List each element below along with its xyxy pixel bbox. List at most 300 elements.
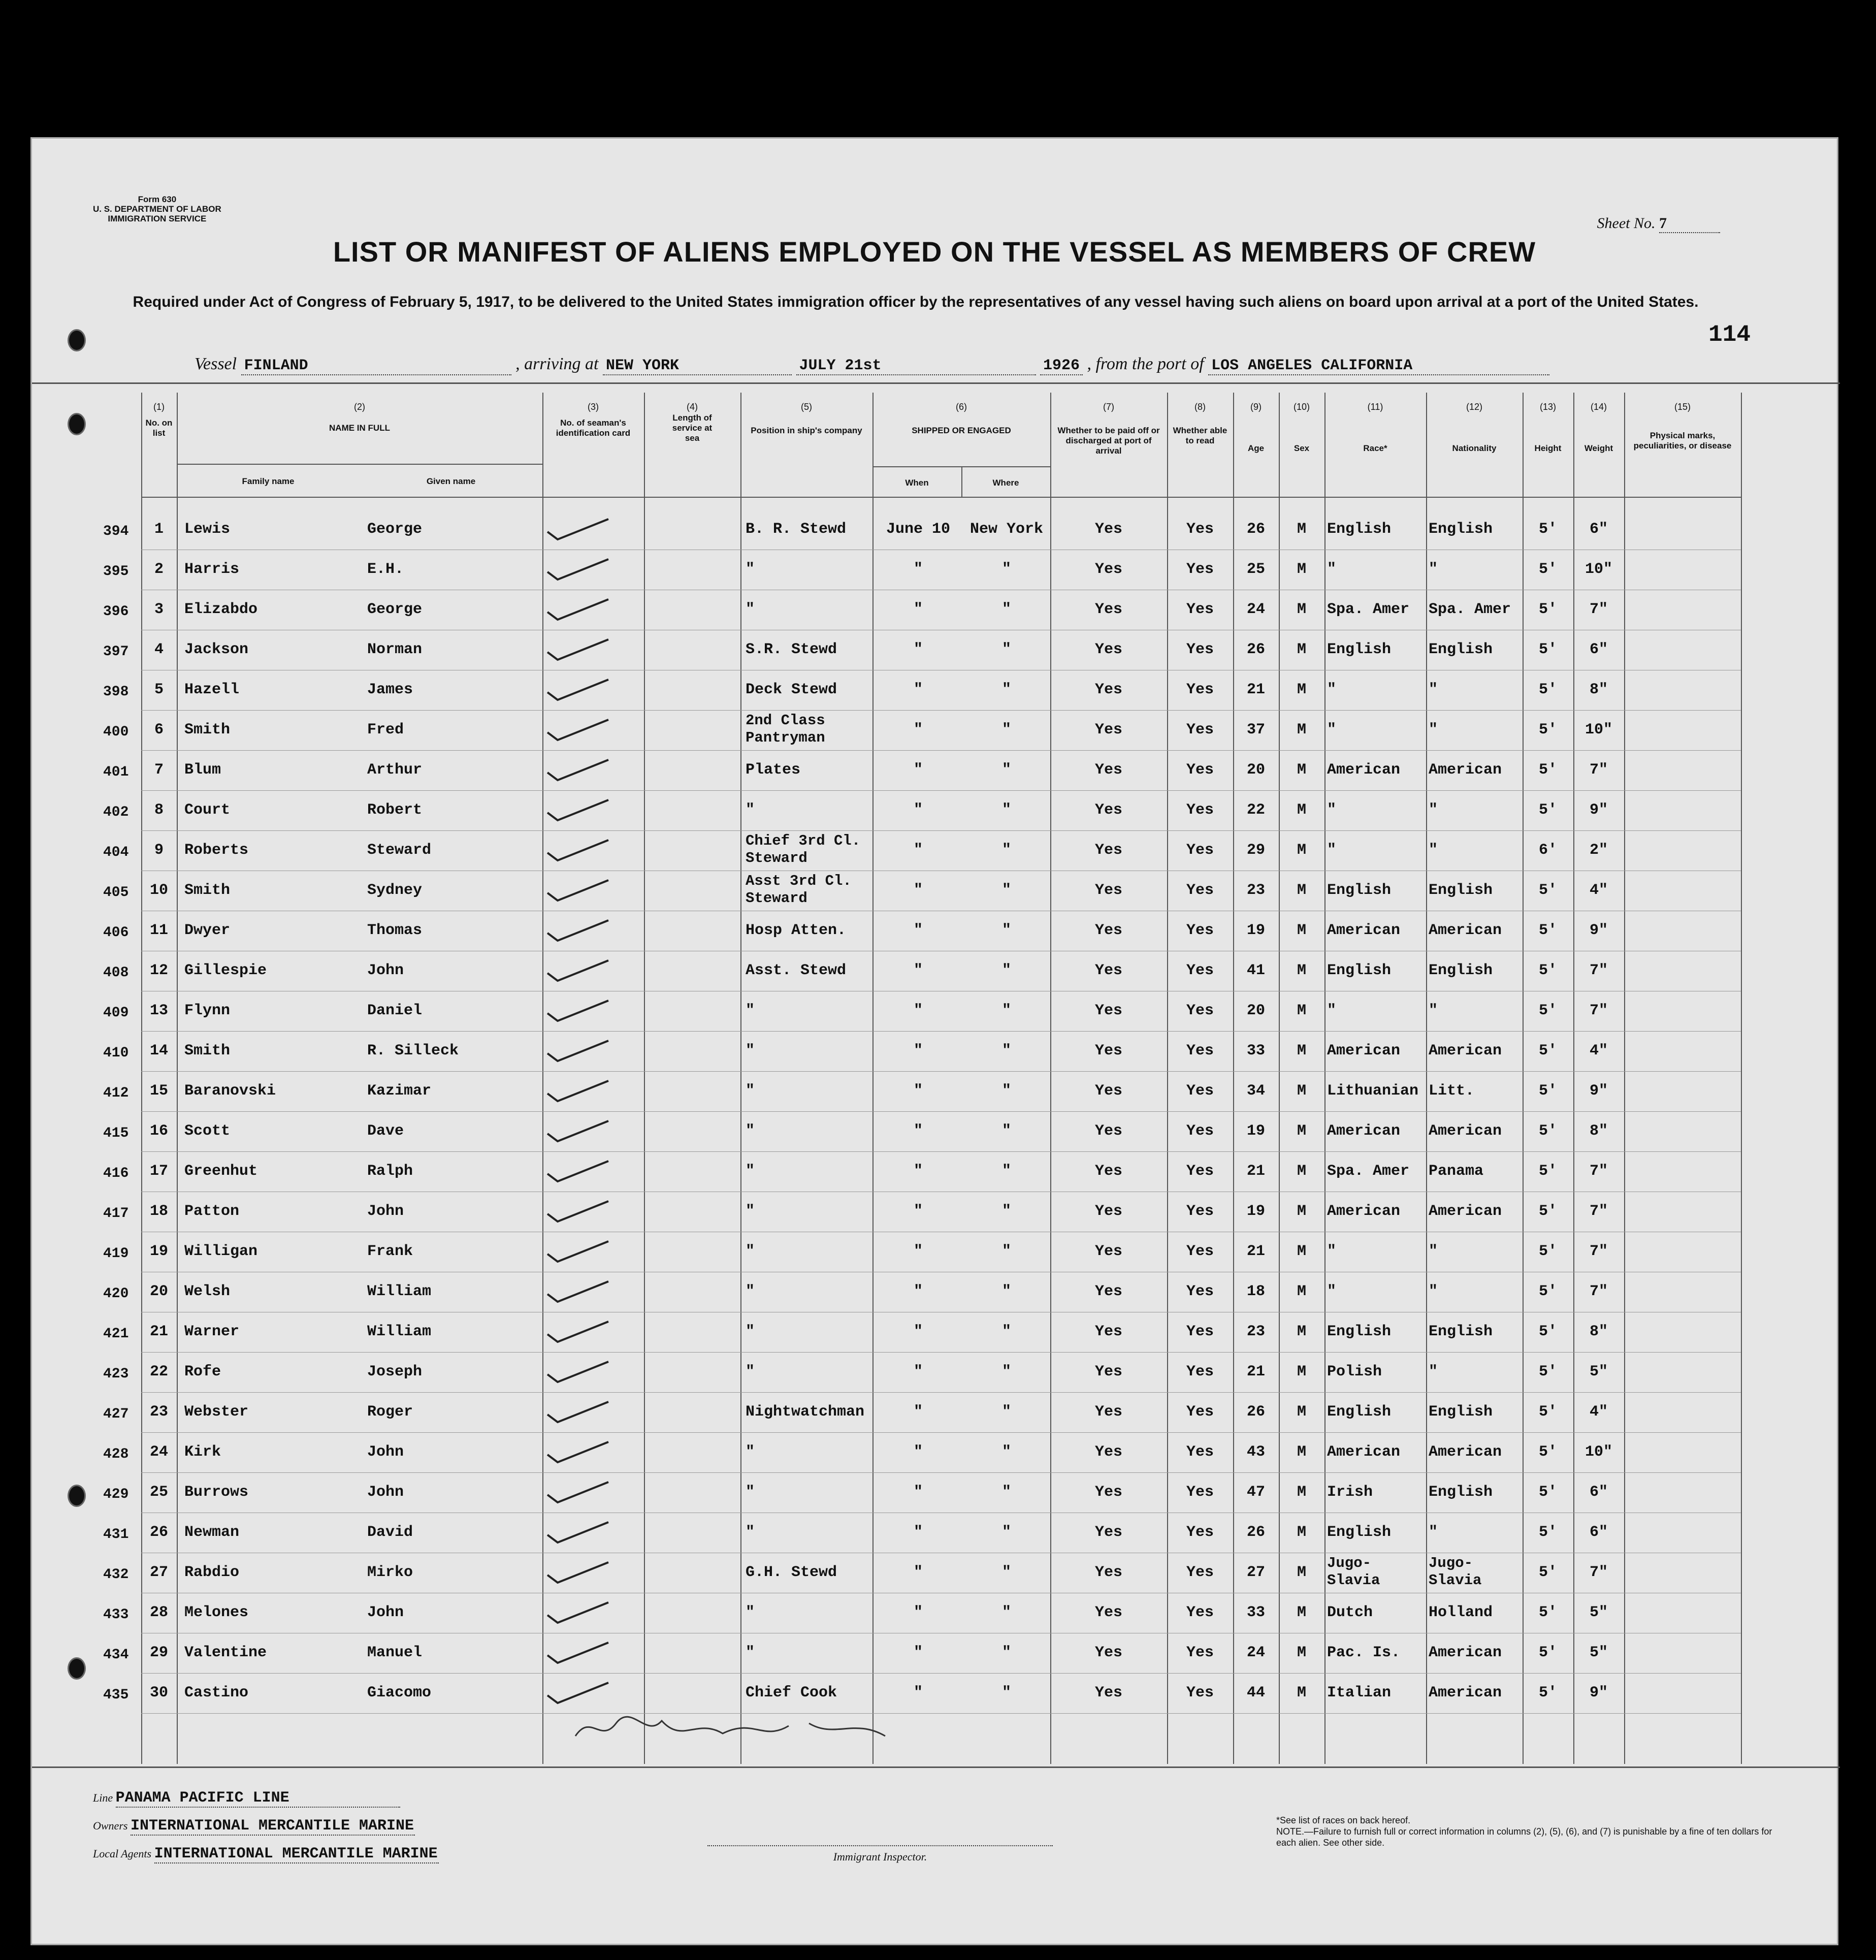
cell-given: Sydney [367, 882, 423, 899]
check-mark-icon [542, 1480, 613, 1505]
cell-race: Polish [1327, 1363, 1382, 1380]
cell-where: " [1001, 1684, 1011, 1701]
cell-nationality: " [1429, 1524, 1438, 1541]
cell-nationality: Litt. [1429, 1082, 1475, 1100]
cell-weight: 7" [1589, 601, 1608, 618]
cell-given: George [367, 601, 423, 618]
cell-family: Webster [184, 1403, 249, 1421]
cell-race: " [1327, 801, 1337, 819]
cell-when: " [913, 801, 923, 819]
col4-number: (4) [687, 402, 698, 412]
cell-sex: M [1297, 641, 1306, 658]
from-port-label: , from the port of [1087, 355, 1204, 373]
cell-read: Yes [1186, 761, 1214, 779]
cell-weight: 5" [1589, 1363, 1608, 1380]
list-sequence-number: 408 [103, 965, 129, 981]
cell-when: " [913, 962, 923, 979]
col2-number: (2) [354, 402, 365, 412]
cell-read: Yes [1186, 1243, 1214, 1260]
cell-family: Kirk [184, 1443, 221, 1461]
table-row [103, 1111, 1741, 1152]
cell-read: Yes [1186, 1524, 1214, 1541]
cell-age: 44 [1246, 1684, 1265, 1701]
cell-given: Arthur [367, 761, 423, 779]
cell-read: Yes [1186, 882, 1214, 899]
cell-where: " [1001, 1604, 1011, 1621]
cell-family: Blum [184, 761, 221, 779]
cell-weight: 6" [1589, 1484, 1608, 1501]
cell-no: 1 [154, 521, 164, 538]
check-mark-icon [542, 1118, 613, 1144]
cell-position: G.H. Stewd [746, 1564, 837, 1581]
arriving-label: , arriving at [515, 355, 599, 373]
cell-family: Lewis [184, 521, 231, 538]
service-name: IMMIGRATION SERVICE [108, 214, 207, 223]
cell-position: " [746, 1122, 755, 1140]
col1-header: No. on list [145, 418, 173, 438]
cell-position: " [746, 1484, 755, 1501]
cell-height: 5' [1538, 1524, 1557, 1541]
cell-where: " [1001, 1403, 1011, 1421]
cell-where: " [1001, 761, 1011, 779]
cell-nationality: Spa. Amer [1429, 601, 1511, 618]
arrival-date: JULY 21st [796, 357, 1036, 375]
cell-weight: 2" [1589, 842, 1608, 859]
cell-position: Hosp Atten. [746, 922, 847, 939]
cell-height: 5' [1538, 1363, 1557, 1380]
cell-given: John [367, 1443, 404, 1461]
cell-family: Rabdio [184, 1564, 240, 1581]
cell-paid: Yes [1094, 1203, 1122, 1220]
cell-position: " [746, 801, 755, 819]
cell-when: " [913, 1604, 923, 1621]
cell-read: Yes [1186, 1484, 1214, 1501]
cell-height: 5' [1538, 761, 1557, 779]
footnotes [1276, 1815, 1784, 1848]
cell-paid: Yes [1094, 601, 1122, 618]
inspector-signature [570, 1708, 926, 1749]
cell-family: Harris [184, 561, 240, 578]
cell-no: 21 [149, 1323, 168, 1340]
cell-nationality: " [1429, 561, 1438, 578]
list-sequence-number: 433 [103, 1607, 129, 1623]
cell-where: " [1001, 1163, 1011, 1180]
cell-paid: Yes [1094, 1163, 1122, 1180]
cell-no: 10 [149, 882, 168, 899]
cell-height: 5' [1538, 1203, 1557, 1220]
table-row [103, 590, 1741, 630]
col11-header: Race* [1363, 443, 1387, 453]
cell-read: Yes [1186, 1443, 1214, 1461]
cell-no: 2 [154, 561, 164, 578]
cell-paid: Yes [1094, 842, 1122, 859]
cell-weight: 6" [1589, 1524, 1608, 1541]
cell-nationality: " [1429, 842, 1438, 859]
cell-when: " [913, 761, 923, 779]
cell-where: New York [969, 521, 1044, 538]
cell-given: Kazimar [367, 1082, 432, 1100]
form-number: Form 630 [138, 195, 177, 204]
cell-where: " [1001, 721, 1011, 738]
cell-position: Asst 3rd Cl. Steward [746, 873, 852, 907]
list-sequence-number: 404 [103, 845, 129, 860]
cell-sex: M [1297, 1283, 1306, 1300]
check-mark-icon [542, 757, 613, 783]
cell-given: John [367, 962, 404, 979]
cell-family: Rofe [184, 1363, 221, 1380]
cell-race: English [1327, 1323, 1392, 1340]
col6a-header: When [905, 478, 929, 488]
cell-position: " [746, 561, 755, 578]
cell-read: Yes [1186, 1203, 1214, 1220]
cell-no: 3 [154, 601, 164, 618]
cell-family: Newman [184, 1524, 240, 1541]
cell-position: " [746, 1042, 755, 1059]
table-row [103, 1071, 1741, 1112]
cell-age: 25 [1246, 561, 1265, 578]
cell-weight: 6" [1589, 641, 1608, 658]
col3-header: No. of seaman's identification card [556, 418, 631, 438]
cell-read: Yes [1186, 561, 1214, 578]
cell-sex: M [1297, 1443, 1306, 1461]
cell-read: Yes [1186, 1644, 1214, 1661]
cell-family: Baranovski [184, 1082, 276, 1100]
cell-family: Melones [184, 1604, 249, 1621]
cell-age: 23 [1246, 882, 1265, 899]
cell-weight: 7" [1589, 1564, 1608, 1581]
list-sequence-number: 394 [103, 524, 129, 539]
cell-given: Joseph [367, 1363, 423, 1380]
cell-position: " [746, 1524, 755, 1541]
cell-height: 5' [1538, 1403, 1557, 1421]
table-row [103, 1192, 1741, 1232]
cell-weight: 4" [1589, 882, 1608, 899]
cell-where: " [1001, 1122, 1011, 1140]
cell-race: Spa. Amer [1327, 601, 1410, 618]
cell-read: Yes [1186, 1363, 1214, 1380]
cell-race: " [1327, 721, 1337, 738]
cell-given: Giacomo [367, 1684, 432, 1701]
cell-position: " [746, 1323, 755, 1340]
cell-position: " [746, 1243, 755, 1260]
cell-position: Chief Cook [746, 1684, 837, 1701]
check-mark-icon [542, 1239, 613, 1264]
cell-paid: Yes [1094, 641, 1122, 658]
cell-where: " [1001, 1524, 1011, 1541]
cell-nationality: " [1429, 1243, 1438, 1260]
cell-given: Thomas [367, 922, 423, 939]
check-mark-icon [542, 1680, 613, 1706]
cell-position: " [746, 601, 755, 618]
cell-weight: 10" [1584, 1443, 1612, 1461]
list-sequence-number: 400 [103, 724, 129, 740]
cell-paid: Yes [1094, 561, 1122, 578]
cell-where: " [1001, 681, 1011, 698]
cell-race: Jugo- Slavia [1327, 1555, 1380, 1589]
cell-when: " [913, 1243, 923, 1260]
check-mark-icon [542, 1600, 613, 1625]
cell-family: Smith [184, 882, 231, 899]
cell-weight: 8" [1589, 1323, 1608, 1340]
table-row [103, 710, 1741, 751]
cell-paid: Yes [1094, 801, 1122, 819]
col9-header: Age [1247, 443, 1265, 453]
check-mark-icon [542, 1560, 613, 1585]
list-sequence-number: 410 [103, 1045, 129, 1061]
cell-no: 28 [149, 1604, 168, 1621]
cell-weight: 7" [1589, 1203, 1608, 1220]
cell-race: English [1327, 1403, 1392, 1421]
cell-age: 33 [1246, 1042, 1265, 1059]
cell-given: Roger [367, 1403, 413, 1421]
cell-when: " [913, 1323, 923, 1340]
table-row [103, 1352, 1741, 1393]
cell-sex: M [1297, 1363, 1306, 1380]
cell-given: Norman [367, 641, 423, 658]
list-sequence-number: 431 [103, 1527, 129, 1543]
check-mark-icon [542, 1359, 613, 1385]
cell-given: Ralph [367, 1163, 413, 1180]
cell-position: B. R. Stewd [746, 521, 847, 538]
cell-position: " [746, 1163, 755, 1180]
table-row [103, 830, 1741, 871]
cell-nationality: " [1429, 681, 1438, 698]
cell-age: 24 [1246, 601, 1265, 618]
cell-given: Dave [367, 1122, 404, 1140]
cell-weight: 8" [1589, 1122, 1608, 1140]
cell-sex: M [1297, 1082, 1306, 1100]
owners-label: Owners [93, 1819, 128, 1832]
list-sequence-number: 417 [103, 1206, 129, 1222]
cell-age: 19 [1246, 1122, 1265, 1140]
cell-age: 23 [1246, 1323, 1265, 1340]
cell-position: Asst. Stewd [746, 962, 847, 979]
cell-where: " [1001, 601, 1011, 618]
cell-paid: Yes [1094, 962, 1122, 979]
cell-position: 2nd Class Pantryman [746, 712, 825, 746]
cell-given: William [367, 1323, 432, 1340]
cell-nationality: American [1429, 922, 1502, 939]
col2-header: NAME IN FULL [329, 423, 390, 433]
cell-family: Roberts [184, 842, 249, 859]
cell-race: English [1327, 641, 1392, 658]
punch-hole [68, 329, 86, 351]
cell-race: Irish [1327, 1484, 1373, 1501]
cell-nationality: English [1429, 641, 1493, 658]
cell-weight: 8" [1589, 681, 1608, 698]
check-mark-icon [542, 918, 613, 943]
table-row [103, 1232, 1741, 1272]
footer-rule [32, 1766, 1840, 1768]
cell-family: Flynn [184, 1002, 231, 1019]
check-mark-icon [542, 1279, 613, 1304]
cell-height: 5' [1538, 1564, 1557, 1581]
cell-age: 26 [1246, 1524, 1265, 1541]
cell-given: Manuel [367, 1644, 423, 1661]
cell-paid: Yes [1094, 922, 1122, 939]
cell-given: John [367, 1604, 404, 1621]
table-row [103, 630, 1741, 670]
cell-when: " [913, 1042, 923, 1059]
cell-nationality: American [1429, 1684, 1502, 1701]
col13-number: (13) [1539, 402, 1556, 412]
list-sequence-number: 415 [103, 1126, 129, 1141]
cell-weight: 10" [1584, 721, 1612, 738]
col7-header: Whether to be paid off or discharged at port of arrival [1057, 426, 1160, 456]
punch-hole [68, 413, 86, 435]
col12-number: (12) [1466, 402, 1482, 412]
cell-position: Deck Stewd [746, 681, 837, 698]
col8-number: (8) [1194, 402, 1206, 412]
cell-family: Valentine [184, 1644, 267, 1661]
cell-weight: 7" [1589, 1283, 1608, 1300]
cell-sex: M [1297, 1524, 1306, 1541]
col14-header: Weight [1584, 443, 1613, 453]
cell-paid: Yes [1094, 1363, 1122, 1380]
cell-read: Yes [1186, 962, 1214, 979]
list-sequence-number: 397 [103, 644, 129, 660]
cell-where: " [1001, 1203, 1011, 1220]
table-row [103, 550, 1741, 590]
cell-race: American [1327, 1122, 1401, 1140]
cell-sex: M [1297, 801, 1306, 819]
cell-nationality: American [1429, 1203, 1502, 1220]
cell-race: " [1327, 681, 1337, 698]
cell-when: " [913, 641, 923, 658]
table-row [103, 1272, 1741, 1312]
cell-nationality: English [1429, 1484, 1493, 1501]
cell-race: " [1327, 1283, 1337, 1300]
cell-no: 12 [149, 962, 168, 979]
cell-paid: Yes [1094, 761, 1122, 779]
cell-height: 5' [1538, 1163, 1557, 1180]
cell-sex: M [1297, 1564, 1306, 1581]
check-mark-icon [542, 1159, 613, 1184]
cell-position: " [746, 1644, 755, 1661]
cell-paid: Yes [1094, 1042, 1122, 1059]
cell-height: 6' [1538, 842, 1557, 859]
cell-read: Yes [1186, 842, 1214, 859]
check-mark-icon [542, 1439, 613, 1465]
cell-family: Dwyer [184, 922, 231, 939]
cell-family: Hazell [184, 681, 240, 698]
cell-height: 5' [1538, 801, 1557, 819]
agents-value: INTERNATIONAL MERCANTILE MARINE [154, 1845, 438, 1862]
check-mark-icon [542, 1319, 613, 1344]
cell-position: Plates [746, 761, 801, 779]
cell-age: 22 [1246, 801, 1265, 819]
cell-when: " [913, 882, 923, 899]
cell-where: " [1001, 1082, 1011, 1100]
cell-read: Yes [1186, 1323, 1214, 1340]
cell-where: " [1001, 641, 1011, 658]
list-sequence-number: 420 [103, 1286, 129, 1302]
check-mark-icon [542, 1520, 613, 1545]
cell-family: Smith [184, 721, 231, 738]
cell-weight: 5" [1589, 1604, 1608, 1621]
crew-table [103, 393, 1741, 1764]
cell-position: Chief 3rd Cl. Steward [746, 832, 861, 866]
cell-height: 5' [1538, 962, 1557, 979]
cell-height: 5' [1538, 882, 1557, 899]
col2a-header: Family name [242, 476, 295, 486]
col15-number: (15) [1674, 402, 1691, 412]
cell-nationality: American [1429, 761, 1502, 779]
cell-nationality: English [1429, 1323, 1493, 1340]
check-mark-icon [542, 797, 613, 823]
table-row [103, 1513, 1741, 1553]
cell-nationality: English [1429, 882, 1493, 899]
cell-sex: M [1297, 1403, 1306, 1421]
cell-height: 5' [1538, 601, 1557, 618]
vessel-line [195, 355, 1549, 375]
cell-paid: Yes [1094, 1484, 1122, 1501]
cell-age: 41 [1246, 962, 1265, 979]
col6b-header: Where [992, 478, 1019, 488]
cell-sex: M [1297, 721, 1306, 738]
cell-when: " [913, 561, 923, 578]
cell-height: 5' [1538, 1443, 1557, 1461]
table-row [103, 1151, 1741, 1192]
cell-nationality: English [1429, 1403, 1493, 1421]
list-sequence-number: 429 [103, 1487, 129, 1502]
list-sequence-number: 405 [103, 885, 129, 901]
cell-family: Scott [184, 1122, 231, 1140]
cell-read: Yes [1186, 521, 1214, 538]
cell-nationality: Panama [1429, 1163, 1484, 1180]
cell-where: " [1001, 1644, 1011, 1661]
cell-family: Smith [184, 1042, 231, 1059]
check-mark-icon [542, 557, 613, 582]
list-sequence-number: 402 [103, 805, 129, 820]
cell-given: E.H. [367, 561, 404, 578]
from-port: LOS ANGELES CALIFORNIA [1208, 357, 1549, 375]
cell-when: " [913, 601, 923, 618]
col3-number: (3) [588, 402, 599, 412]
cell-height: 5' [1538, 1002, 1557, 1019]
cell-family: Willigan [184, 1243, 258, 1260]
arrival-year: 1926 [1040, 357, 1083, 375]
cell-race: English [1327, 1524, 1392, 1541]
cell-where: " [1001, 1243, 1011, 1260]
list-sequence-number: 435 [103, 1687, 129, 1703]
cell-age: 26 [1246, 1403, 1265, 1421]
table-row [103, 790, 1741, 831]
col1-number: (1) [153, 402, 165, 412]
col10-header: Sex [1293, 443, 1310, 453]
cell-given: David [367, 1524, 413, 1541]
cell-read: Yes [1186, 1564, 1214, 1581]
cell-weight: 6" [1589, 521, 1608, 538]
col14-number: (14) [1590, 402, 1607, 412]
cell-position: " [746, 1443, 755, 1461]
col5-number: (5) [801, 402, 812, 412]
cell-where: " [1001, 1283, 1011, 1300]
check-mark-icon [542, 878, 613, 903]
cell-given: George [367, 521, 423, 538]
cell-when: " [913, 1163, 923, 1180]
cell-race: Lithuanian [1327, 1082, 1419, 1100]
col10-number: (10) [1293, 402, 1310, 412]
cell-sex: M [1297, 681, 1306, 698]
inspector-line [707, 1845, 1053, 1863]
cell-no: 6 [154, 721, 164, 738]
cell-height: 5' [1538, 1283, 1557, 1300]
cell-position: " [746, 1082, 755, 1100]
check-mark-icon [542, 958, 613, 983]
cell-family: Patton [184, 1203, 240, 1220]
cell-when: " [913, 1484, 923, 1501]
